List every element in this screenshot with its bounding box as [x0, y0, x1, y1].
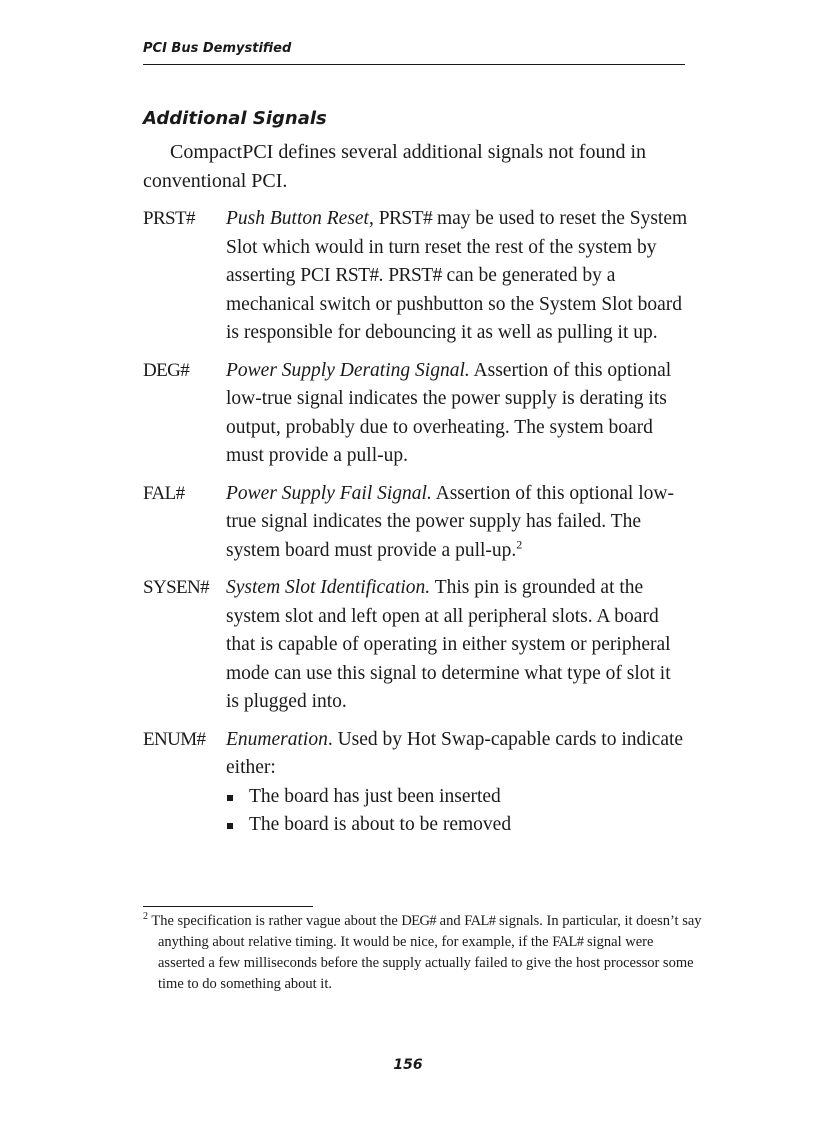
definition-title: Push Button Reset	[226, 208, 369, 229]
term-fal: FAL#	[143, 482, 185, 504]
signal-name: FAL#	[552, 934, 584, 950]
footnote-text: signals. In particular, it doesn’t say anything about relative timing. It would be nice, for example, if the	[158, 913, 702, 950]
description-fal	[226, 480, 688, 566]
signal-name: RST#	[335, 265, 379, 286]
description-sysen	[226, 574, 688, 717]
description-text: . Used by Hot Swap-capable cards to indicate either:	[226, 728, 684, 778]
description-text: .	[378, 265, 389, 286]
page-number: 156	[393, 1057, 423, 1073]
term-sysen: SYSEN#	[143, 577, 210, 598]
term-deg: DEG#	[143, 359, 190, 381]
definition-title: System Slot Identification.	[226, 577, 431, 598]
description-prst	[226, 205, 688, 348]
signal-name: DEG#	[401, 913, 437, 929]
bullet-text: The board is about to be removed	[249, 814, 512, 835]
definition-deg	[143, 357, 688, 471]
description-text: ,	[368, 208, 379, 229]
definition-title: Power Supply Derating Signal.	[226, 359, 470, 381]
footnote-text: The specification is rather vague about the	[148, 913, 402, 929]
footnote-number: 2	[143, 911, 148, 923]
bullet-list	[226, 783, 688, 840]
running-header	[143, 40, 685, 65]
definition-title: Power Supply Fail Signal.	[226, 482, 432, 504]
term-enum: ENUM#	[143, 728, 206, 750]
description-enum-text	[226, 726, 688, 783]
bullet-item	[226, 811, 688, 840]
footnote-reference: 2	[516, 537, 523, 551]
square-bullet-icon	[227, 823, 233, 829]
signal-name: FAL#	[464, 913, 496, 929]
description-text: can be generated by a mechanical switch or pushbutton so the System Slot board is responsible for debouncing it as well as pulling it up.	[226, 265, 683, 343]
square-bullet-icon	[227, 795, 233, 801]
bullet-item	[226, 783, 688, 812]
section-heading: Additional Signals	[143, 108, 327, 129]
signal-name: PRST#	[388, 265, 442, 286]
intro-paragraph: CompactPCI defines several additional signals not found in conventional PCI.	[143, 141, 647, 192]
running-header-title: PCI Bus Demystified	[143, 41, 292, 56]
description-text: Assertion of this optional low-true signal indicates the power supply has failed. The system board must provide a pull-up.	[226, 482, 674, 561]
description-text: This pin is grounded at the system slot and left open at all peripheral slots. A board that is capable of operating in either system or peripheral mode can use this signal to determine what type of slot it is plugged into.	[226, 577, 671, 712]
description-text: may be used to reset the System Slot which would in turn reset the rest of the system by asserting PCI	[226, 208, 688, 286]
footnote-text: and	[436, 913, 465, 929]
description-text: Assertion of this optional low-true signal indicates the power supply is derating its output, probably due to overheating. The system board must provide a pull-up.	[226, 359, 672, 466]
description-deg	[226, 357, 688, 471]
definition-title: Enumeration	[226, 728, 328, 750]
bullet-text: The board has just been inserted	[249, 785, 501, 807]
footnote-text: signal were asserted a few milliseconds before the supply actually failed to give the host processor some time to do something about it.	[158, 934, 694, 992]
definition-sysen	[143, 574, 688, 717]
footnote	[143, 911, 703, 995]
term-prst: PRST#	[143, 208, 195, 229]
footnote-divider	[143, 906, 313, 907]
definition-enum	[143, 726, 688, 840]
description-enum	[226, 726, 688, 840]
definition-prst	[143, 205, 688, 348]
signal-definition-list	[143, 205, 688, 849]
definition-fal	[143, 480, 688, 566]
signal-name: PRST#	[378, 208, 433, 229]
